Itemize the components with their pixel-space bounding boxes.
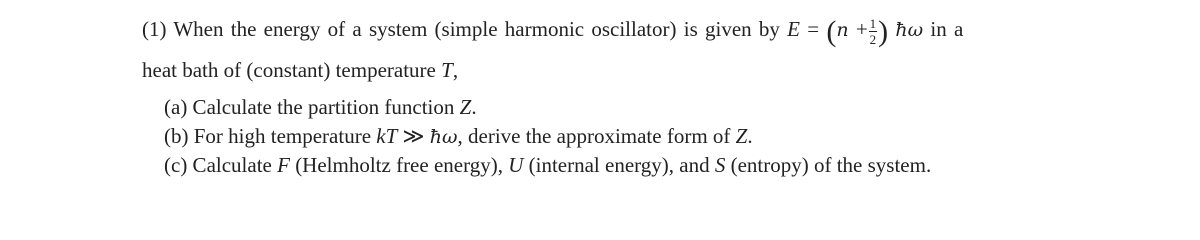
fraction-numerator: 1 [869, 16, 877, 31]
left-paren: ( [826, 15, 837, 48]
part-b [164, 126, 753, 147]
part-c [164, 155, 931, 176]
much-greater-sign: ≫ [402, 124, 425, 148]
one-half-fraction [869, 17, 878, 46]
intro-text: (1) When the energy of a system (simple harmonic oscillator) is given by [142, 17, 780, 41]
part-c-text: (c) Calculate [164, 153, 272, 177]
problem-line-2 [142, 60, 458, 81]
partition-function-symbol-b: Z [735, 124, 748, 148]
hbar-omega-symbol-b: ħω [429, 126, 458, 148]
part-a [164, 97, 477, 118]
n-symbol: n [836, 19, 849, 41]
plus-sign: + [855, 17, 868, 41]
hbar-omega-symbol: ħω [895, 19, 924, 41]
entropy-symbol: S [714, 153, 726, 177]
line2-comma: , [452, 58, 459, 82]
partition-function-symbol: Z [459, 95, 472, 119]
part-b-mid-text: , derive the approximate form of [457, 124, 731, 148]
line2-text: heat bath of (constant) temperature [142, 58, 436, 82]
part-b-text: (b) For high temperature [164, 124, 372, 148]
part-c-mid1: (Helmholtz free energy), [295, 153, 503, 177]
part-b-period: . [747, 124, 753, 148]
temperature-symbol: T [441, 58, 453, 82]
part-c-suffix: (entropy) of the system. [730, 153, 932, 177]
intro-suffix: in a [930, 17, 964, 41]
fraction-denominator: 2 [869, 32, 877, 47]
internal-energy-symbol: U [508, 153, 524, 177]
equals-sign: = [807, 17, 820, 41]
problem-intro-line [142, 17, 963, 47]
free-energy-symbol: F [277, 153, 290, 177]
right-paren: ) [878, 15, 889, 48]
energy-symbol: E [787, 17, 800, 41]
part-a-text: (a) Calculate the partition function [164, 95, 455, 119]
kt-symbol: kT [376, 124, 398, 148]
part-c-mid2: (internal energy), and [528, 153, 710, 177]
part-a-period: . [471, 95, 477, 119]
